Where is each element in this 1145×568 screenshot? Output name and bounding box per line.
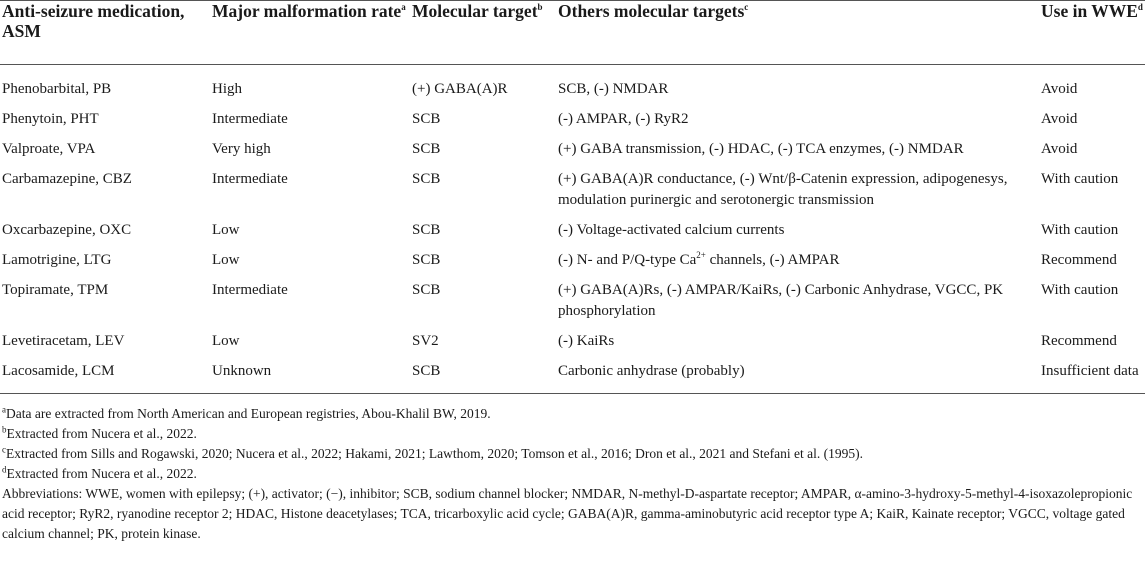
cell-asm: Levetiracetam, LEV [2,333,125,349]
cell-others: (-) N- and P/Q-type $Ca^{2+}$ channels, (-) AMPAR [558,250,840,268]
cell-use: Recommend [1041,333,1117,349]
cell-use: Avoid [1041,81,1078,97]
cell-asm: Carbamazepine, CBZ [2,171,132,187]
cell-asm: Lacosamide, LCM [2,363,115,379]
footnote-a: $^a$Data are extracted from North American and European registries, Abou-Khalil BW, 2019. [2,404,491,421]
table-row [0,130,1145,160]
table-row [0,241,1145,271]
table-footnotes [0,393,1145,544]
footnote-d: $^d$Extracted from Nucera et al., 2022. [2,464,197,481]
cell-rate: High [212,81,242,97]
cell-rate: Very high [212,141,271,157]
header-asm: Anti-seizure medication, ASM [2,1,185,41]
header-use-in-wwe: Use in WWE$^d$ [1041,1,1143,21]
abbreviations: Abbreviations: WWE, women with epilepsy; (+), activator; (−), inhibitor; SCB, sodium channel blocker; NMDAR, N-methyl-D-aspartate receptor; AMPAR, α-amino-3-hydroxy-5-methyl-4-isoxazolepropionic acid receptor; RyR2, ryanodine receptor 2; HDAC, Histone deacetylases; TCA, tricarboxylic acid cycle; GABA(A)R, gamma-aminobutyric acid receptor type A; KaiR, Kainate receptor; VGCC, voltage gated calcium channel; PK, protein kinase. [2,486,1133,541]
table-row [0,211,1145,241]
cell-use: With caution [1041,222,1119,238]
cell-others: (+) GABA(A)R conductance, (-) Wnt/β-Catenin expression, adipogenesys, modulation purinergic and serotonergic transmission [558,171,1008,208]
cell-others: (-) Voltage-activated calcium currents [558,222,785,238]
cell-others: (-) AMPAR, (-) RyR2 [558,111,689,127]
footnote-c: $^c$Extracted from Sills and Rogawski, 2020; Nucera et al., 2022; Hakami, 2021; Lawthom, 2020; Tomson et al., 2016; Dron et al., 2021 and Stefani et al. (1995). [2,444,864,461]
cell-asm: Phenytoin, PHT [2,111,99,127]
cell-target: SCB [412,141,441,157]
cell-target: (+) GABA(A)R [412,81,508,97]
cell-target: SCB [412,222,441,238]
cell-use: With caution [1041,171,1119,187]
cell-asm: Lamotrigine, LTG [2,252,112,268]
cell-asm: Phenobarbital, PB [2,81,112,97]
cell-target: SCB [412,363,441,379]
cell-rate: Intermediate [212,282,288,298]
cell-rate: Intermediate [212,171,288,187]
cell-use: Insufficient data [1041,363,1139,379]
cell-use: Avoid [1041,141,1078,157]
table-row [0,271,1145,322]
cell-use: With caution [1041,282,1119,298]
cell-use: Recommend [1041,252,1117,268]
cell-others: (+) GABA transmission, (-) HDAC, (-) TCA enzymes, (-) NMDAR [558,141,964,157]
cell-asm: Topiramate, TPM [2,282,109,298]
cell-rate: Low [212,222,240,238]
cell-asm: Oxcarbazepine, OXC [2,222,132,238]
header-malformation-rate: Major malformation rate$^a$ [212,1,406,21]
cell-others: (-) KaiRs [558,333,615,349]
table-row [0,160,1145,211]
table-header-row [0,1,1145,65]
table-row [0,322,1145,352]
cell-asm: Valproate, VPA [2,141,96,157]
footnote-b: $^b$Extracted from Nucera et al., 2022. [2,424,197,441]
cell-target: SCB [412,171,441,187]
cell-others: SCB, (-) NMDAR [558,81,669,97]
table-row [0,352,1145,382]
cell-others: (+) GABA(A)Rs, (-) AMPAR/KaiRs, (-) Carbonic Anhydrase, VGCC, PK phosphorylation [558,282,1004,319]
cell-target: SCB [412,282,441,298]
cell-target: SV2 [412,333,439,349]
table-row [0,100,1145,130]
cell-rate: Low [212,252,240,268]
header-other-targets: Others molecular targets$^c$ [558,1,749,21]
cell-others: Carbonic anhydrase (probably) [558,363,745,379]
cell-rate: Unknown [212,363,272,379]
cell-rate: Low [212,333,240,349]
header-molecular-target: Molecular target$^b$ [412,1,543,21]
cell-target: SCB [412,252,441,268]
table-row [0,65,1145,101]
cell-rate: Intermediate [212,111,288,127]
cell-use: Avoid [1041,111,1078,127]
cell-target: SCB [412,111,441,127]
